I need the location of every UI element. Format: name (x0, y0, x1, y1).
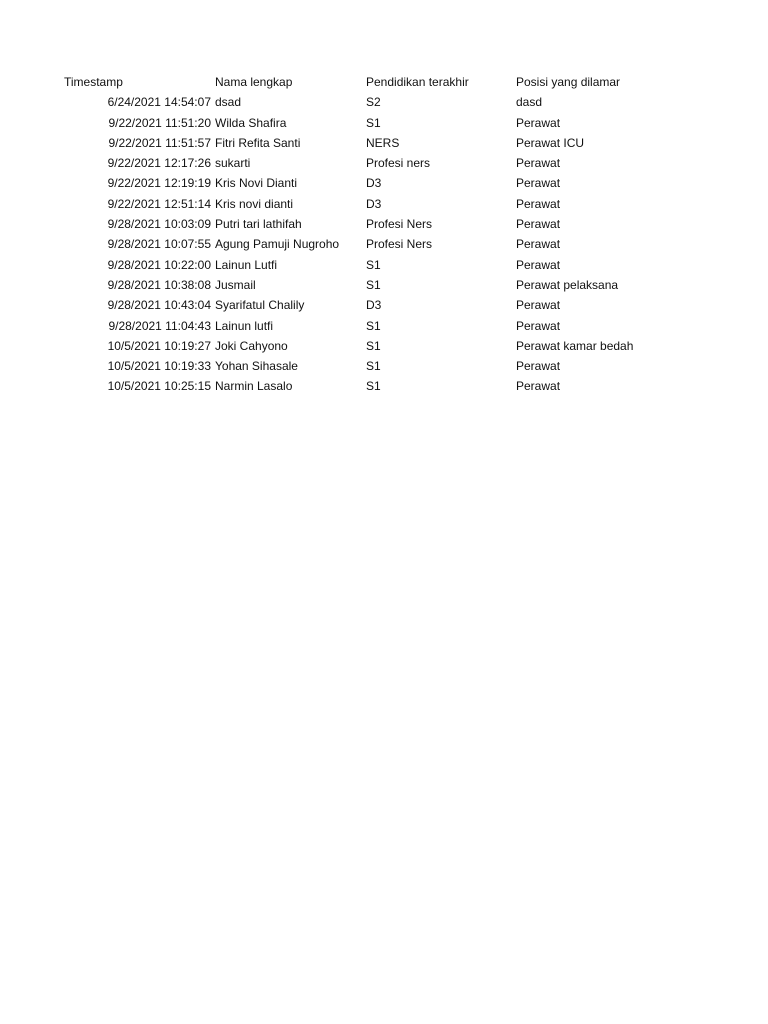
header-row (0, 72, 768, 92)
cell-position: Perawat (516, 359, 561, 374)
cell-position: Perawat (516, 115, 561, 130)
cell-position: Perawat (516, 257, 561, 272)
cell-education: S1 (366, 257, 381, 272)
table-body (0, 92, 768, 396)
cell-timestamp: 9/28/2021 11:04:43 (108, 318, 211, 333)
cell-name: dsad (215, 95, 242, 110)
table-row (0, 336, 768, 356)
header-position: Posisi yang dilamar (516, 75, 621, 89)
table-row (0, 92, 768, 112)
cell-name: Lainun Lutfi (215, 257, 278, 272)
cell-timestamp: 9/22/2021 12:51:14 (107, 196, 211, 211)
cell-position: Perawat kamar bedah (516, 338, 634, 353)
header-timestamp: Timestamp (64, 75, 123, 89)
cell-timestamp: 10/5/2021 10:25:15 (107, 379, 211, 394)
cell-name: Fitri Refita Santi (215, 135, 301, 150)
cell-timestamp: 9/22/2021 12:19:19 (107, 176, 211, 191)
cell-education: S1 (366, 379, 381, 394)
cell-name: Lainun lutfi (215, 318, 274, 333)
cell-position: Perawat (516, 318, 561, 333)
table-row (0, 376, 768, 396)
cell-name: Agung Pamuji Nugroho (215, 237, 340, 252)
cell-timestamp: 6/24/2021 14:54:07 (107, 95, 211, 110)
spreadsheet-table (0, 72, 768, 397)
table-row (0, 275, 768, 295)
cell-name: Yohan Sihasale (215, 359, 298, 374)
cell-position: Perawat (516, 379, 561, 394)
cell-name: Wilda Shafira (215, 115, 287, 130)
cell-position: Perawat (516, 196, 561, 211)
table-row (0, 113, 768, 133)
cell-position: Perawat (516, 156, 561, 171)
table-row (0, 295, 768, 315)
cell-position: Perawat (516, 217, 561, 232)
cell-timestamp: 9/28/2021 10:22:00 (107, 257, 211, 272)
table-row (0, 133, 768, 153)
cell-education: Profesi ners (366, 156, 431, 171)
table-row (0, 356, 768, 376)
cell-education: D3 (366, 176, 382, 191)
table-row (0, 173, 768, 193)
cell-name: Kris novi dianti (215, 196, 294, 211)
header-education: Pendidikan terakhir (366, 75, 469, 89)
cell-name: Narmin Lasalo (215, 379, 293, 394)
cell-timestamp: 9/28/2021 10:03:09 (107, 217, 211, 232)
cell-education: S1 (366, 359, 381, 374)
cell-education: S1 (366, 115, 381, 130)
cell-timestamp: 9/22/2021 11:51:20 (108, 115, 211, 130)
cell-education: S1 (366, 277, 381, 292)
cell-name: Jusmail (215, 277, 256, 292)
cell-name: Kris Novi Dianti (215, 176, 298, 191)
table-row (0, 316, 768, 336)
cell-name: Syarifatul Chalily (215, 298, 305, 313)
cell-name: Putri tari lathifah (215, 217, 302, 232)
cell-position: Perawat pelaksana (516, 277, 619, 292)
table-row (0, 153, 768, 173)
cell-timestamp: 9/22/2021 12:17:26 (107, 156, 211, 171)
cell-timestamp: 9/28/2021 10:38:08 (107, 277, 211, 292)
cell-education: S1 (366, 338, 381, 353)
table-row (0, 234, 768, 254)
cell-position: Perawat ICU (516, 135, 585, 150)
cell-name: sukarti (215, 156, 251, 171)
cell-timestamp: 9/28/2021 10:43:04 (107, 298, 211, 313)
cell-education: D3 (366, 298, 382, 313)
cell-timestamp: 10/5/2021 10:19:27 (107, 338, 211, 353)
cell-name: Joki Cahyono (215, 338, 288, 353)
table-row (0, 214, 768, 234)
cell-education: NERS (366, 135, 400, 150)
cell-education: S2 (366, 95, 381, 110)
cell-position: Perawat (516, 237, 561, 252)
cell-education: D3 (366, 196, 382, 211)
table-row (0, 255, 768, 275)
cell-timestamp: 9/22/2021 11:51:57 (108, 135, 211, 150)
cell-position: dasd (516, 95, 543, 110)
cell-timestamp: 9/28/2021 10:07:55 (107, 237, 211, 252)
cell-timestamp: 10/5/2021 10:19:33 (107, 359, 211, 374)
header-name: Nama lengkap (215, 75, 293, 89)
cell-position: Perawat (516, 176, 561, 191)
cell-education: S1 (366, 318, 381, 333)
cell-position: Perawat (516, 298, 561, 313)
cell-education: Profesi Ners (366, 217, 433, 232)
table-row (0, 194, 768, 214)
cell-education: Profesi Ners (366, 237, 433, 252)
